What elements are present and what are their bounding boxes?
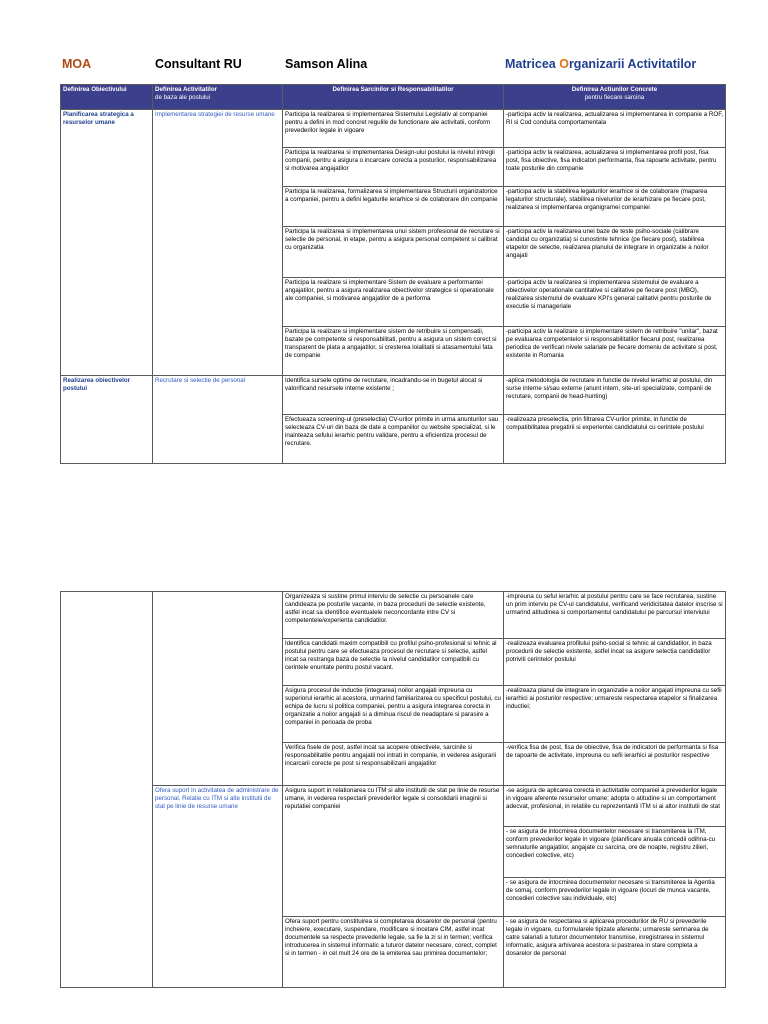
action-cell: -participa activ la realizarea unei baze de teste psiho-sociale (calibrare candidat cu organizatia) si cunostinte tehnice (pe fiecare post), stabilirea etapelor de selectie, realizarea planului de integrare in organizatie a noilor angajati bbox=[504, 227, 726, 278]
task-cell: Participa la realizarea si implementarea unui sistem profesional de recrutare si selectie de personal, in etape, pentru a asigura personal competent si calibrat cu organizatia bbox=[283, 227, 504, 278]
table-row bbox=[61, 786, 726, 827]
role-label: Consultant RU bbox=[155, 57, 242, 71]
action-cell: -participa activ la realizarea, actualizarea si implementarea in companie a ROF, RI si Cod conduita comportamentala bbox=[504, 110, 726, 148]
task-cell: Participa la realizarea si implementarea Sistemului Legislativ al companiei pentru a defini in mod concret regulile de functionare ale activitatii, conform prevederilor legale in vigoare bbox=[283, 110, 504, 148]
task-cell: Participa la realizarea si implementarea Design-ului postului la nivelul intregii companii, pentru a asigura o incarcare corecta a posturilor, responsabilizarea si motivarea angajatilor bbox=[283, 148, 504, 187]
activity-cell: Recrutare si selectie de personal bbox=[153, 376, 283, 464]
activity-matrix-table bbox=[60, 84, 726, 464]
action-cell: -participa activ la stabilirea legaturilor ierarhice si de colaborare (maparea legaturilor structurale), stabilirea nivelurilor de ierarhizare pe fiecare post, realizarea si implementarea organigramei companiei bbox=[504, 187, 726, 227]
activity-cell: Ofera suport in activitatea de administrare de personal. Relatie cu ITM si alte institutii de stat pe linie de resurse umane bbox=[153, 786, 283, 988]
person-name: Samson Alina bbox=[285, 57, 368, 71]
task-cell: Verifica fisele de post, astfel incat sa acopere obiectivele, sarcinile si responsabilitatile pentru angajatii noi intrati in companie, in vederea asigurarii incarcarii corecte pe post si responsabilizarii angajatilor bbox=[283, 743, 504, 786]
column-header-row bbox=[61, 85, 726, 110]
task-cell: Asigura procesul de inductie (integrarea) noilor angajati impreuna cu superiorul ierarhic al acestora, urmarind familiarizarea cu specificul postului, cu echipa de lucru si politica companiei, pentru a asigura integrarea corecta in organizatie a noilor angajati si a diminua riscul de neadaptare si parasire a companiei in perioada de proba bbox=[283, 686, 504, 743]
objective-cell bbox=[61, 592, 153, 988]
action-cell: -realizeaza evaluarea profilului psiho-social si tehnic al candidatilor, in baza procedurii de selectie existente, astfel incat sa asigure selectia candidatilor potriviti cerintelor postului bbox=[504, 639, 726, 686]
col-header-actions: Definirea Actiunilor Concrete pentru fiecare sarcina bbox=[504, 85, 726, 110]
action-cell: -participa activ la realizare si implementare sistem de retribuire "unitar", bazat pe evaluarea competentelor si responsabilitatilor fiecarui post, realizarea periodica de verificari nivele salariale pe fiecare domeniu de activitate si post, existente in Romania bbox=[504, 327, 726, 376]
task-cell: Participa la realizare si implementare Sistem de evaluare a performantei angajatilor, pentru a asigura realizarea obiectivelor strategice si operationale ale companiei, si motivarea angajatilor de a performa bbox=[283, 278, 504, 327]
action-cell: -participa activ la realizarea si implementarea sistemului de evaluare a obiectivelor operationale cantitative si calitative pe fiecare post (MBO), realizarea sistemului de evaluare KPI's general calitativi pentru posturile de executie si manageriale bbox=[504, 278, 726, 327]
col-header-objective: Definirea Obiectivului bbox=[61, 85, 153, 110]
action-cell: -realizeaza planul de integrare in organizatie a noilor angajati impreuna cu sefii ierarhici ai posturilor respective; urmareste respectarea etapelor si finalizarea inductiei; bbox=[504, 686, 726, 743]
task-cell: Participa la realizare si implementare sistem de retribuire si compensatii, bazate pe competente si responsabilitati, pentru a asigura un sistem corect si transparent de plata a angajatilor, si cresterea loialitatii si atasamentului fata de companie bbox=[283, 327, 504, 376]
task-cell: Organizeaza si sustine primul interviu de selectie cu persoanele care candideaza pe posturile vacante, in baza procedurii de selectie existente, astfel incat sa identifice eventualele neconcordante intre CV si competentele/experienta candidatilor. bbox=[283, 592, 504, 639]
objective-cell: Realizarea obiectivelor postului bbox=[61, 376, 153, 464]
col-header-activities: Definirea Activitatilor de baza ale postului bbox=[153, 85, 283, 110]
action-cell: -aplica metodologia de recrutare in functie de nivelul ierarhic al postului, din surse interne si/sau externe (anunt intern, site-uri specializate, companii de recrutare, companii de head-hunting) bbox=[504, 376, 726, 415]
table-row bbox=[61, 592, 726, 639]
action-cell: -impreuna cu seful ierarhic al postului pentru care se face recrutarea, sustine un prim interviu pe CV-ul candidatului, verificand veridicitatea datelor inscrise si urmarind atitudinea si comportamentul candidatului pe parcursul interviului bbox=[504, 592, 726, 639]
task-cell: Efectueaza screening-ul (preselectia) CV-urilor primite in urma anunturilor sau selecteaza CV-uri din baza de date a companiilor cu website specializat, si le inainteaza sefului ierarhic pentru validare, pentru a eficientiza procesul de recrutare. bbox=[283, 415, 504, 464]
action-cell: - se asigura de intocmirea documentelor necesare si transmiterea la ITM, conform prevederilor legale in vigoare (planificare anuala concedii odihna-cu semnaturile angajatilor, angajate cu sarcina, ore de noapte, registru zilieri, concedieri colective, etc) bbox=[504, 827, 726, 878]
action-cell: - se asigura de respectarea si aplicarea procedurilor de RU si prevederile legale in vigoare, cu formularele tipizate aferente; urmareste semnarea de catre salariati a tuturor documentelor transmise, inregistrarea in sistemul informatic, asigura arhivarea acestora si pastrarea in stare completa a dosarelor de personal bbox=[504, 917, 726, 988]
task-cell: Identifica candidatii maxim compatibili cu profilul psiho-profesional si tehnic al postului pentru care se efectueaza procesul de recrutare si selectie, astfel incat sa restranga baza de selectie la nivelul candidatilor compatibili cu cerintele enuntate pentru postul vacant. bbox=[283, 639, 504, 686]
table-row bbox=[61, 110, 726, 148]
table-row bbox=[61, 376, 726, 415]
activity-matrix-table-continued bbox=[60, 591, 726, 988]
task-cell: Participa la realizarea, formalizarea si implementarea Structurii organizatorice a companiei, pentru a defini legaturile ierarhice si de colaborare din companie bbox=[283, 187, 504, 227]
company-name: MOA bbox=[62, 57, 92, 71]
activity-cell bbox=[153, 592, 283, 786]
activity-cell: Implementarea strategiei de resurse umane bbox=[153, 110, 283, 376]
action-cell: -realizeaza preselectia, prin filtrarea CV-urilor primite, in functie de compatibilitatea pregatirii si experientei candidatului cu cerintele postului bbox=[504, 415, 726, 464]
task-cell: Ofera suport pentru constituirea si completarea dosarelor de personal (pentru incheiere, executare, suspendare, modificare si incetare CIM, astfel incat documentele sa respecte prevederile legale, sa fie la zi si in termen; verifica introducerea in sistemul informatic a tuturor datelor necesare, corect, complet si in termen - in cel mult 24 ore de la emiterea sau primirea documentelor; bbox=[283, 917, 504, 988]
col-header-tasks: Definirea Sarcinilor si Responsabilitatilor bbox=[283, 85, 504, 110]
matrix-title: Matricea Organizarii Activitatilor bbox=[505, 57, 697, 71]
action-cell: - se asigura de intocmirea documentelor necesare si transmiterea la Agentia de somaj, conform prevederilor legale in vigoare (locuri de munca vacante, concedieri colective sau individuale, etc) bbox=[504, 878, 726, 917]
action-cell: -participa activ la realizarea, actualizarea si implementarea profil post, fisa post, fisa obiective, fisa indicatori performanta, fisa rapoarte activitate, pentru toate posturile din companie bbox=[504, 148, 726, 187]
objective-cell: Planificarea strategica a resurselor umane bbox=[61, 110, 153, 376]
task-cell: Identifica sursele optime de recrutare, incadrandu-se in bugetul alocat si valorificand resursele interne existente ; bbox=[283, 376, 504, 415]
action-cell: -se asigura de aplicarea corecta in activitatile companiei a prevederilor legale in vigoare aferente resurselor umane; adopta o atitudine si un comportament adecvat, profesional, in relatiile cu reprezentantii ITM si ai altor institutii de stat bbox=[504, 786, 726, 827]
task-cell: Asigura suport in relationarea cu ITM si alte institutii de stat pe linie de resurse umane, in vederea respectarii prevederilor legale si consolidarii imaginii si reputatiei companiei bbox=[283, 786, 504, 917]
action-cell: -verifica fisa de post, fisa de obiective, fisa de indicatori de performanta si fisa de rapoarte de activitate, impreuna cu sefii ierarhici ai posturilor respective bbox=[504, 743, 726, 786]
